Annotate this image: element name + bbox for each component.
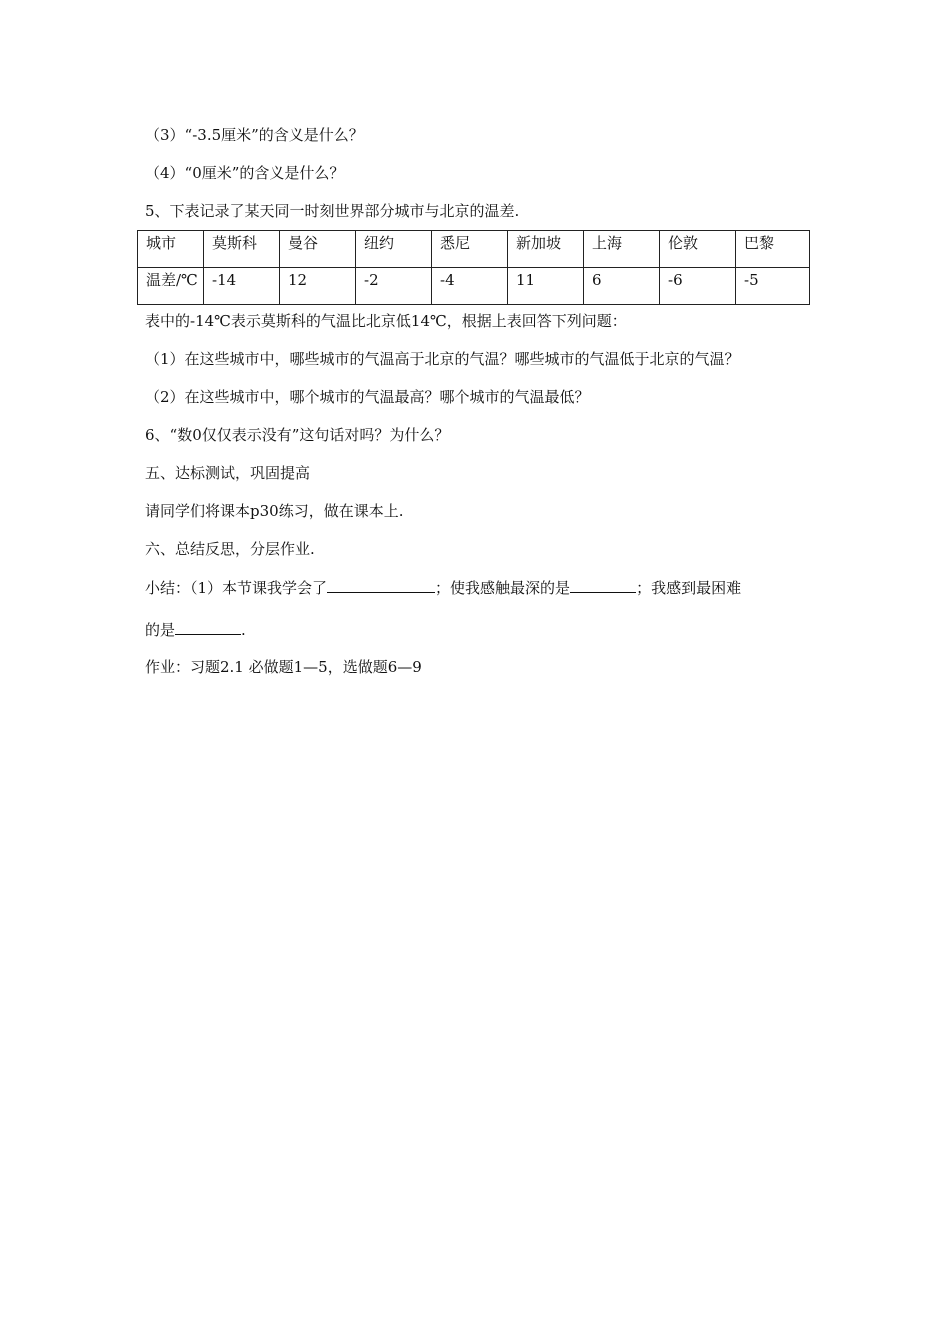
summary-mid: ；使我感触最深的是 [435, 579, 571, 597]
table-note: 表中的-14℃表示莫斯科的气温比北京低14℃，根据上表回答下列问题： [145, 312, 627, 330]
sub-question-2: （2）在这些城市中，哪个城市的气温最高？哪个城市的气温最低？ [145, 388, 590, 406]
table-cell-value: 6 [584, 268, 660, 305]
summary-period: . [241, 621, 246, 639]
summary-line [145, 577, 825, 597]
blank-impressed [570, 577, 636, 593]
table-cell-value: -4 [432, 268, 508, 305]
summary-continue: 的是 [145, 621, 176, 639]
blank-difficult [175, 619, 241, 635]
table-cell-value: -6 [660, 268, 736, 305]
table-cell-city: 上海 [584, 231, 660, 268]
table-cell-city: 曼谷 [280, 231, 356, 268]
table-cell-city: 莫斯科 [204, 231, 280, 268]
blank-learned [327, 577, 435, 593]
table-value-row [138, 268, 810, 305]
table-cell-city: 巴黎 [736, 231, 810, 268]
table-cell-label: 温差/℃ [138, 268, 204, 305]
section-6-heading: 六、总结反思，分层作业. [145, 540, 315, 558]
homework-line: 作业：习题2.1 必做题1—5，选做题6—9 [145, 658, 422, 676]
document-page [145, 125, 825, 677]
table-cell-city: 伦敦 [660, 231, 736, 268]
table-cell-city: 纽约 [356, 231, 432, 268]
section-5-text: 请同学们将课本p30练习，做在课本上. [145, 502, 404, 520]
table-cell-value: -14 [204, 268, 280, 305]
summary-end: ；我感到最困难 [636, 579, 742, 597]
sub-question-1: （1）在这些城市中，哪些城市的气温高于北京的气温？哪些城市的气温低于北京的气温？ [145, 350, 740, 368]
table-cell-value: 11 [508, 268, 584, 305]
question-5: 5、下表记录了某天同一时刻世界部分城市与北京的温差. [145, 202, 520, 220]
question-6: 6、“数0仅仅表示没有”这句话对吗？为什么？ [145, 426, 450, 444]
table-cell-value: -5 [736, 268, 810, 305]
table-cell-value: -2 [356, 268, 432, 305]
table-cell-city: 新加坡 [508, 231, 584, 268]
question-3: （3）“-3.5厘米”的含义是什么？ [145, 126, 364, 144]
table-cell-value: 12 [280, 268, 356, 305]
table-cell-label: 城市 [138, 231, 204, 268]
question-4: （4）“0厘米”的含义是什么？ [145, 164, 345, 182]
table-cell-city: 悉尼 [432, 231, 508, 268]
temperature-table [137, 230, 810, 305]
summary-line-2 [145, 619, 825, 639]
section-5-heading: 五、达标测试，巩固提高 [145, 464, 311, 482]
table-header-row [138, 231, 810, 268]
summary-prefix: 小结：（1）本节课我学会了 [145, 579, 328, 597]
